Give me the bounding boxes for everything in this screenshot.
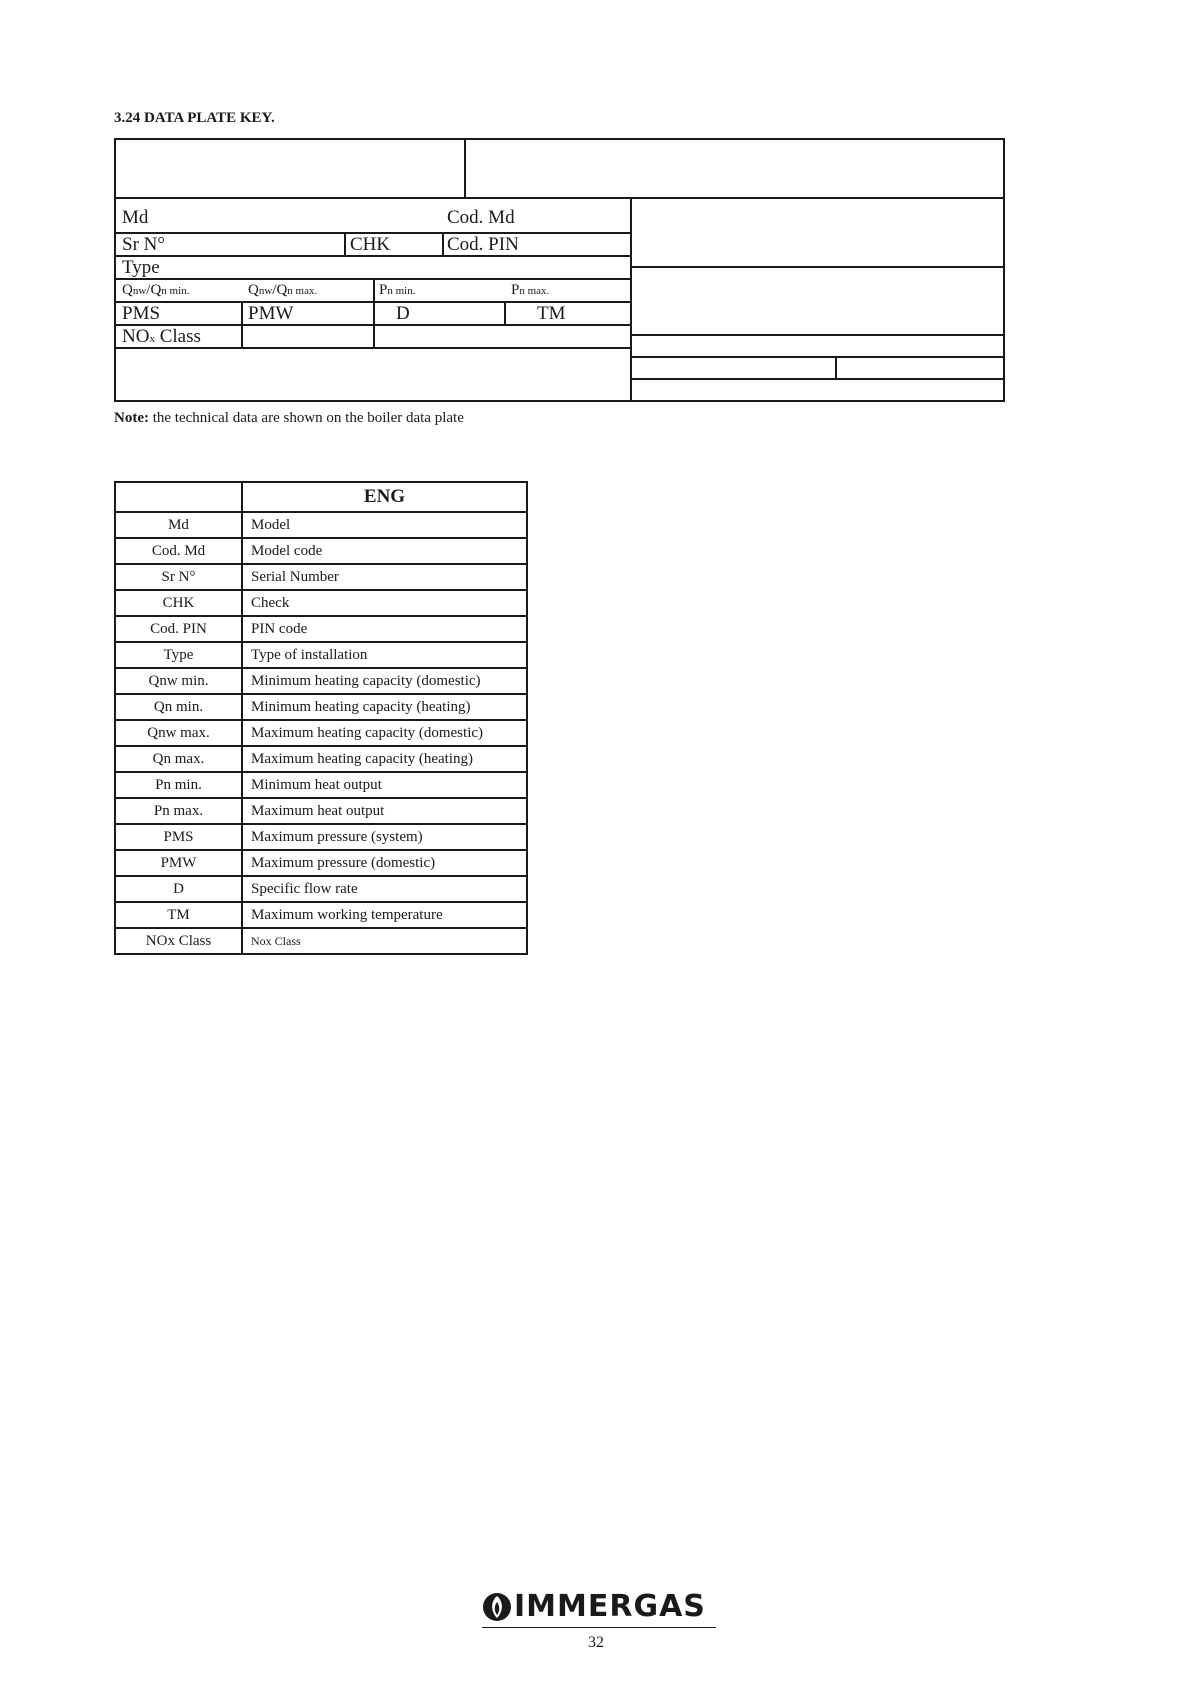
note-label: Note: [114, 410, 149, 426]
table-row [115, 642, 527, 668]
row-description: Type of installation [242, 642, 527, 668]
logo-underline [482, 1627, 716, 1628]
row-description: Maximum pressure (domestic) [242, 850, 527, 876]
row-description: Minimum heat output [242, 772, 527, 798]
row-code: Sr N° [115, 564, 242, 590]
header-blank-cell [115, 482, 242, 512]
data-plate [114, 138, 1005, 402]
row-code: Pn min. [115, 772, 242, 798]
row-code: NOx Class [115, 928, 242, 954]
row-description: Maximum heat output [242, 798, 527, 824]
key-table [114, 481, 528, 955]
table-row [115, 720, 527, 746]
row-description: Specific flow rate [242, 876, 527, 902]
section-heading: 3.24 DATA PLATE KEY. [114, 110, 275, 126]
plate-tm: TM [537, 303, 566, 324]
table-row [115, 824, 527, 850]
table-row [115, 876, 527, 902]
row-code: D [115, 876, 242, 902]
plate-type: Type [122, 257, 160, 278]
plate-divider [630, 378, 1003, 380]
table-row [115, 538, 527, 564]
row-code: Qnw max. [115, 720, 242, 746]
plate-md: Md [122, 207, 149, 228]
plate-pn-min: Pn min. [379, 282, 416, 298]
table-row [115, 564, 527, 590]
plate-divider [464, 140, 466, 198]
header-language: ENG [242, 482, 527, 512]
row-description: Maximum heating capacity (domestic) [242, 720, 527, 746]
plate-divider [630, 334, 1003, 336]
plate-divider [442, 233, 444, 256]
row-code: Qn max. [115, 746, 242, 772]
plate-nox-class: NOx Class [122, 326, 201, 347]
plate-cod-pin: Cod. PIN [447, 234, 519, 255]
row-description: Model [242, 512, 527, 538]
table-row [115, 590, 527, 616]
row-code: PMW [115, 850, 242, 876]
row-code: Cod. PIN [115, 616, 242, 642]
row-code: Cod. Md [115, 538, 242, 564]
row-code: Qnw min. [115, 668, 242, 694]
table-row [115, 928, 527, 954]
row-code: Pn max. [115, 798, 242, 824]
plate-divider [835, 357, 837, 379]
note [114, 410, 464, 427]
plate-divider [241, 302, 243, 348]
plate-divider [344, 233, 346, 256]
row-code: Qn min. [115, 694, 242, 720]
row-code: Type [115, 642, 242, 668]
plate-d: D [396, 303, 410, 324]
key-table-header [115, 482, 527, 512]
row-description: PIN code [242, 616, 527, 642]
table-row [115, 798, 527, 824]
row-description: Nox Class [242, 928, 527, 954]
plate-chk: CHK [350, 234, 391, 255]
table-row [115, 902, 527, 928]
plate-pn-max: Pn max. [511, 282, 550, 298]
row-description: Minimum heating capacity (domestic) [242, 668, 527, 694]
plate-divider [504, 302, 506, 325]
table-row [115, 850, 527, 876]
plate-pmw: PMW [248, 303, 294, 324]
plate-divider [630, 356, 1003, 358]
row-description: Maximum pressure (system) [242, 824, 527, 850]
plate-qnw-min: Qnw/Qn min. [122, 282, 190, 298]
row-code: CHK [115, 590, 242, 616]
plate-divider [116, 255, 630, 257]
plate-cod-md: Cod. Md [447, 207, 515, 228]
note-text: the technical data are shown on the boiler data plate [148, 410, 464, 426]
page-number: 32 [588, 1634, 604, 1651]
table-row [115, 668, 527, 694]
row-code: Md [115, 512, 242, 538]
table-row [115, 772, 527, 798]
row-description: Model code [242, 538, 527, 564]
plate-qnw-max: Qnw/Qn max. [248, 282, 318, 298]
plate-divider [373, 279, 375, 348]
plate-pms: PMS [122, 303, 161, 324]
table-row [115, 694, 527, 720]
row-description: Serial Number [242, 564, 527, 590]
row-code: PMS [115, 824, 242, 850]
plate-sr: Sr N° [122, 234, 165, 255]
plate-divider [116, 197, 1003, 199]
row-description: Maximum working temperature [242, 902, 527, 928]
row-description: Maximum heating capacity (heating) [242, 746, 527, 772]
plate-divider [630, 198, 632, 402]
row-code: TM [115, 902, 242, 928]
table-row [115, 746, 527, 772]
row-description: Minimum heating capacity (heating) [242, 694, 527, 720]
table-row [115, 512, 527, 538]
plate-divider [630, 266, 1003, 268]
brand-name: IMMERGAS [514, 1589, 706, 1624]
table-row [115, 616, 527, 642]
row-description: Check [242, 590, 527, 616]
